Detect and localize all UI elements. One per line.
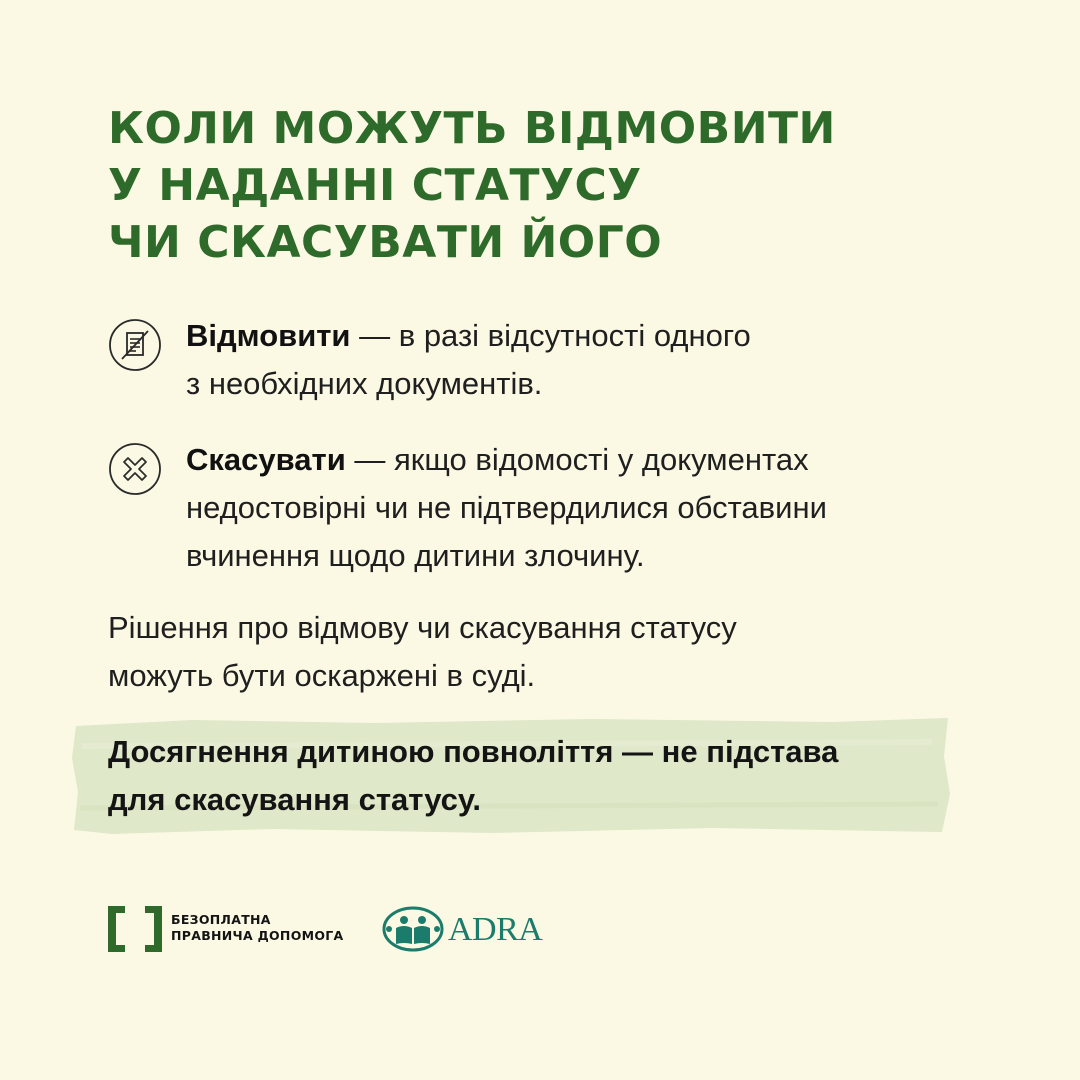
item-text	[186, 312, 986, 408]
item-text	[186, 436, 986, 580]
crossed-document-icon	[108, 318, 162, 372]
item-line-2: недостовірні чи не підтвердилися обставини	[186, 490, 827, 525]
adra-logo	[382, 904, 562, 954]
right-bracket-icon	[144, 906, 162, 952]
page-title	[108, 100, 968, 271]
item-line-2: з необхідних документів.	[186, 366, 543, 401]
item-line-1	[186, 312, 986, 360]
highlight-line-2: для скасування статусу.	[108, 782, 482, 817]
note-line-2: можуть бути оскаржені в суді.	[108, 658, 536, 693]
item-line-1-rest: в разі відсутності одного	[398, 318, 751, 353]
note-line-1: Рішення про відмову чи скасування статусу	[108, 610, 737, 645]
adra-logo-text: ADRA	[448, 911, 543, 948]
highlight-band	[72, 716, 952, 836]
highlight-text	[108, 728, 948, 824]
item-line-1-rest: якщо відомості у документах	[394, 442, 809, 477]
title-line-3: ЧИ СКАСУВАТИ ЙОГО	[108, 217, 663, 268]
title-line-1: КОЛИ МОЖУТЬ ВІДМОВИТИ	[108, 103, 836, 154]
title-line-2: У НАДАННІ СТАТУСУ	[108, 160, 642, 211]
adra-emblem-icon	[382, 906, 444, 952]
item-separator: —	[345, 442, 394, 477]
free-legal-aid-logo-text	[171, 912, 344, 944]
appeal-note	[108, 604, 968, 700]
free-legal-aid-logo	[108, 906, 368, 952]
logo-line-1: БЕЗОПЛАТНА	[171, 912, 271, 927]
item-term: Відмовити	[186, 318, 351, 353]
item-term: Скасувати	[186, 442, 346, 477]
logo-line-2: ПРАВНИЧА ДОПОМОГА	[171, 928, 344, 943]
item-line-3: вчинення щодо дитини злочину.	[186, 538, 645, 573]
cross-circle-icon	[108, 442, 162, 496]
item-separator: —	[350, 318, 399, 353]
highlight-line-1: Досягнення дитиною повноліття — не підстава	[108, 734, 839, 769]
left-bracket-icon	[108, 906, 126, 952]
item-line-1	[186, 436, 986, 484]
